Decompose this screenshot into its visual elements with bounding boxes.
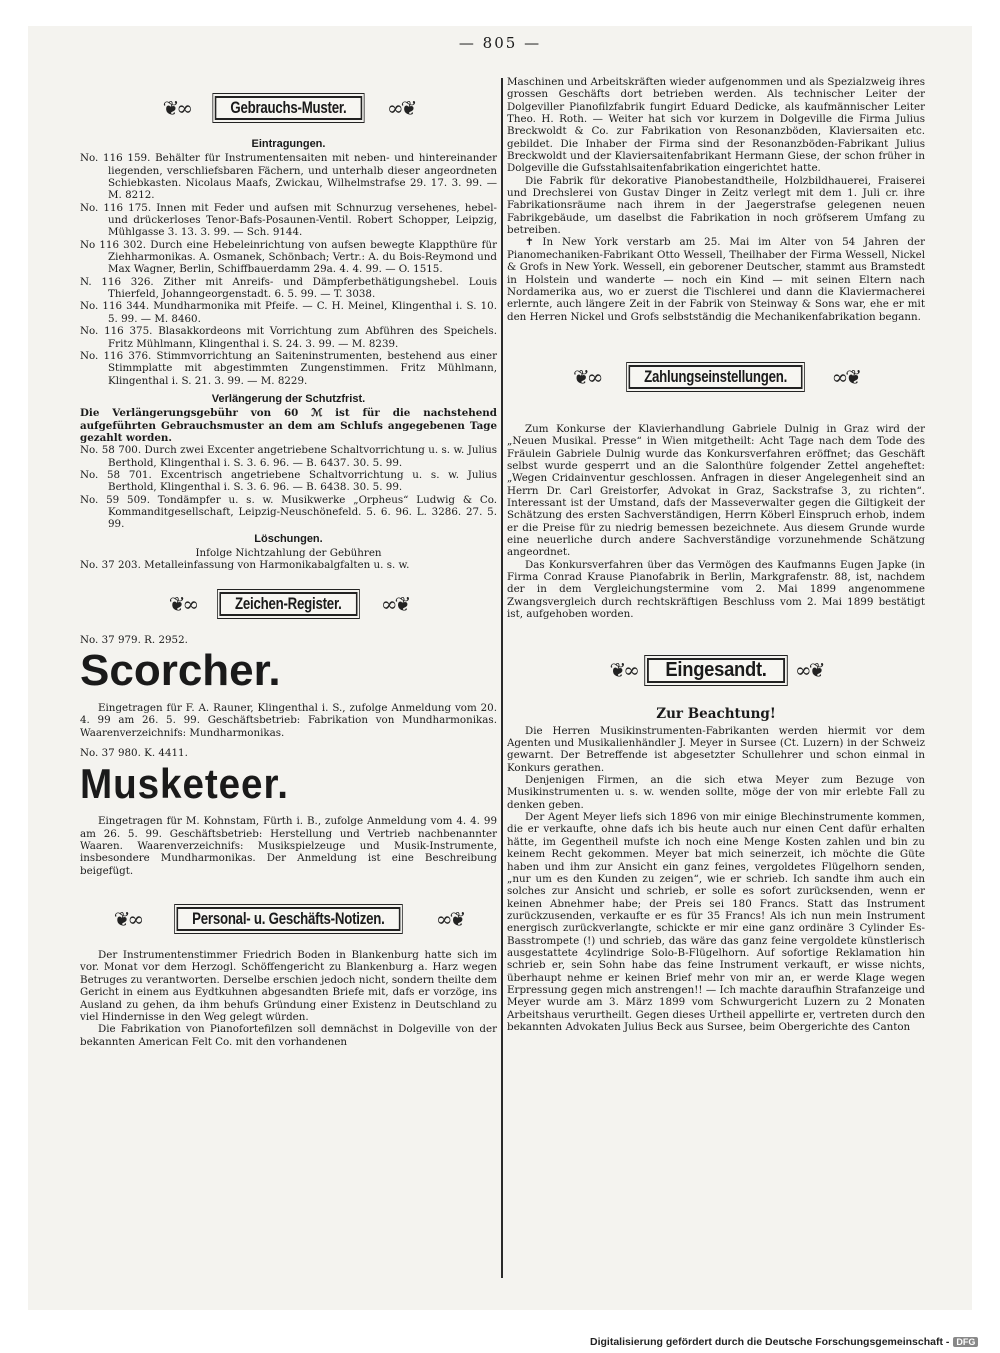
ornament-icon: ∞❦ bbox=[435, 906, 464, 931]
paragraph: Maschinen und Arbeitskräften wieder aufgenommen und als Spezialzweig ihres grossen Geschäfts dort betrieben werden. Als technischer Leiter der Dolgeviller Pianofilzfabrik fungirt Eduard Dedicke, als kaufmännischer Leiter Theo. H. Roth. — Weiter hat sich vor kurzem in Dolgeville die Firma Julius Breckwoldt & Co. zur Fabrikation von Resonanzböden, Klaviersaiten etc. gebildet. Die Inhaber der Firma sind der Resonanzböden-Fabrikant Julius Breckwoldt und der Klaviersaitenfabrikant Hermann Giese, der schon früher in Dolgeville die Gufsstahlsaitenfabrikation eingerichtet hatte. bbox=[507, 76, 925, 175]
zeichenregister-banner bbox=[80, 580, 497, 628]
paragraph: Der Agent Meyer liefs sich 1896 von mir einige Blechinstrumente kommen, die er verkaufte, ohne dafs ich bis heute auch nur einen Cent dafür erhalten hätte, im Gegentheil mufste ich noch eine Menge Kosten zahlen und bin zu keinem Recht gekommen. Meyer bat mich seinerzeit, ich möchte die Güte haben und ihm zur Ansicht ein ganz feines, vergoldetes Flügelhorn senden, „nur um es den Kunden zu zeigen“, wie er schrieb. Ich sandte ihm auch ein solches zur Ansicht und schrieb, er solle es sofort zurücksenden, wenn er keinen Abnehmer habe; der Preis sei 180 Francs. Statt das Instrument zurückzusenden, verkaufte er es für 35 Francs! Als ich nun mein Instrument energisch zurückverlangte, schickte er mir eine ganz ordinäre 3 Cylinder Es-Basstrompete (!) und schrieb, das wäre das ganz feine vergoldete künstlerisch ausgestattete 4cylindrige Solo-B-Flügelhorn. Auf sofortige Reklamation hin schrieb er, sein Sohn habe das feine Instrument verkauft, er wisse nichts, überhaupt nehme er keinen Brief mehr von mir an, er werde Klage wegen Erpressung gegen mich anstrengen!! — Ich machte daraufhin Strafanzeige und Meyer wurde am 3. März 1899 vom Schwurgericht Luzern zu 2 Monaten Arbeitshaus verurtheilt. Gegen dieses Urtheil appellirte er, vertreten durch den bekannten Advokaten Julius Beck aus Sursee, beim Obergerichte des Canton bbox=[507, 811, 925, 1033]
column-divider bbox=[501, 78, 503, 1278]
list-item: No. 37 203. Metalleinfassung von Harmonikabalgfalten u. s. w. bbox=[80, 559, 410, 572]
list-item: No. 59 509. Tondämpfer u. s. w. Musikwerke „Orpheus“ Ludwig & Co. Kommanditgesellschaft, Leipzig-Neuschönefeld. 5. 6. 96. L. 3286. 27. 5. 99. bbox=[80, 493, 497, 531]
left-column bbox=[80, 76, 497, 1313]
ornament-icon: ∞❦ bbox=[831, 364, 860, 389]
personal-notizen-banner bbox=[80, 895, 497, 943]
ornament-icon: ❦∞ bbox=[572, 364, 601, 389]
credit-text: Digitalisierung gefördert durch die Deutsche Forschungsgemeinschaft - bbox=[590, 1336, 950, 1348]
ornament-icon: ❦∞ bbox=[162, 95, 191, 120]
list-item: No. 116 375. Blasakkordeons mit Vorrichtung zum Abführen des Speichels. Fritz Mühlmann, Klingenthal i. S. 24. 3. 99. — M. 8239. bbox=[80, 325, 497, 350]
list-item: No. 58 701. Excentrisch angetriebene Schaltvorrichtung u. s. w. Julius Berthold, Klingenthal i. S. 3. 6. 96. — B. 6438. 30. 5. 99. bbox=[80, 468, 497, 494]
trademark-number: No. 37 980. K. 4411. bbox=[80, 747, 188, 760]
paragraph: Die Fabrik für dekorative Pianobestandtheile, Holzbildhauerei, Fraiserei und Drechslerei von Gustav Dinger in Zeitz verlegt mit dem 1. Juli cr. ihre Fabrikationsräume nach ihrem in der Jaegerstrafse gelegenen neuen Fabrikgebäude, um daselbst die Fabrikation in noch gröfserem Umfang zu betreiben. bbox=[507, 174, 925, 237]
list-item: No. 116 175. Innen mit Feder und aufsen mit Schnurzug versehenes, hebel- und drückerloses Tenor-Bafs-Posaunen-Ventil. Robert Schopper, Leipzig, Mühlgasse 3. 13. 3. 99. — Sch. 9144. bbox=[80, 201, 497, 239]
list-item: N. 116 326. Zither mit Anreifs- und Dämpferbethätigungshebel. Louis Thierfeld, Johanngeorgenstadt. 6. 5. 99. — T. 3038. bbox=[80, 275, 497, 301]
right-column bbox=[507, 76, 925, 1313]
trademark-number: No. 37 979. R. 2952. bbox=[80, 633, 188, 646]
subsection-title: Verlängerung der Schutzfrist. bbox=[211, 392, 366, 405]
verlaengerung-list bbox=[80, 444, 497, 530]
trademark-text: Eingetragen für F. A. Rauner, Klingenthal i. S., zufolge Anmeldung vom 20. 4. 99 am 26. 5. 99. Geschäftsbetrieb: Fabrikation von Mundharmonikas. Waarenverzeichnifs: Mundharmonikas. bbox=[80, 702, 497, 739]
paragraph: Der Instrumentenstimmer Friedrich Boden in Blankenburg hatte sich im vor. Monat vor dem Herzogl. Schöffengericht zu Blankenburg a. Harz wegen Betruges zu verantworten. Derselbe erschien jedoch nicht, sondern theilte dem Gericht in einem aus Eydtkuhnen abgesandten Briefe mit, dafs er vorzöge, ins Ausland zu gehen, da ihm behufs Gründung einer Existenz in Deutschland zu viel Hindernisse in den Weg gelegt würden. bbox=[80, 949, 497, 1023]
list-item: No. 58 700. Durch zwei Excenter angetriebene Schaltvorrichtung u. s. w. Julius Berthold, Klingenthal i. S. 3. 6. 96. — B. 6437. 30. 5. 99. bbox=[80, 444, 497, 469]
trademark-word: Musketeer. bbox=[80, 760, 289, 808]
ornament-icon: ❦∞ bbox=[609, 658, 637, 683]
section-title: Eingesandt. bbox=[647, 658, 785, 682]
paragraph: ✝ In New York verstarb am 25. Mai im Alter von 54 Jahren der Pianomechaniken-Fabrikant Otto Wessell, Theilhaber der Firma Wessell, Nickel & Grofs in New York. Wessell, ein geborener Deutscher, stammt aus Bramstedt in Holstein und wanderte — noch ein Kind — mit seinen Eltern nach Nordamerika aus, wo er zuerst die Tischlerei und dann die Klaviermacherei erlernte, auch längere Zeit in der Fabrik von Steinway & Sons war, ehe er mit den Herren Nickel und Grofs selbstständig die Mechanikenfabrikation begann. bbox=[507, 236, 925, 323]
paragraph: Zum Konkurse der Klavierhandlung Gabriele Dulnig in Graz wird der „Neuen Musikal. Presse“ in Wien mitgetheilt: Acht Tage nach dem Tode des Fräulein Gabriele Dulnig wurde das Konkursverfahren eröffnet; das Geschäft selbst wurde gesperrt und an die Salonthüre folgender Zettel angeheftet: „Wegen Cridainventur geschlossen. Anfragen in dieser Angelegenheit sind an Herrn Dr. Carl Greistorfer, Advokat in Graz, Sackstrafse 3, zu richten“. Interessant ist der Umstand, dafs der Masseverwalter gegen die Giltigkeit der Schätzung des ersten Sachverständigen, Herrn Köberl Einspruch erhob, indem er die Preise für zu niedrig bemessen bezeichnete. Aus diesem Grunde wurde eine neuerliche durch andere Sachverständige vorzunehmende Schätzung angeordnet. bbox=[507, 422, 925, 559]
list-item: No 116 302. Durch eine Hebeleinrichtung von aufsen bewegte Klappthüre für Ziehharmonikas. A. Osmanek, Schönbach; Vertr.: A. du Bois-Reymond und Max Wagner, Berlin, Schiffbauerdamm 29a. 4. 4. 99. — O. 1515. bbox=[80, 238, 497, 276]
ornament-icon: ∞❦ bbox=[380, 591, 409, 616]
paragraph: Die Herren Musikinstrumenten-Fabrikanten werden hiermit vor dem Agenten und Musikalienhändler J. Meyer in Sursee (Ct. Luzern) in der Schweiz gewarnt. Der Betreffende ist abgesetzter Schullehrer und schon einmal in Konkurs gerathen. bbox=[507, 724, 925, 774]
page-number: — 805 — bbox=[458, 34, 542, 52]
ornament-icon: ❦∞ bbox=[168, 591, 197, 616]
list-item: No. 116 376. Stimmvorrichtung an Saiteninstrumenten, bestehend aus einer Stimmplatte mit abgestimmten Zungenstimmen. Fritz Mühlmann, Klingenthal i. S. 21. 3. 99. — M. 8229. bbox=[80, 349, 497, 387]
paragraph: Das Konkursverfahren über das Vermögen des Kaufmanns Eugen Japke (in Firma Conrad Krause Pianofabrik in Berlin, Markgrafenstr. 88, ist, nachdem der in dem Vergleichungstermine vom 2. Mai 1899 angenommene Zwangsvergleich durch rechtskräftigen Beschluss vom 2. Mai 1899 bestätigt ist, aufgehoben worden. bbox=[507, 558, 925, 621]
section-title: Gebrauchs-Muster. bbox=[215, 96, 362, 120]
paragraph: Denjenigen Firmen, an die sich etwa Meyer zum Bezuge von Musikinstrumenten u. s. w. wenden sollte, möge der von mir erlebte Fall zu denken geben. bbox=[507, 774, 925, 811]
ornament-icon: ❦∞ bbox=[113, 906, 142, 931]
intro-paragraph: Die Verlängerungsgebühr von 60 ℳ ist für die nachstehend aufgeführten Gebrauchsmuster an dem am Schlufs angegebenen Tage gezahlt worden. bbox=[80, 407, 497, 444]
eintragungen-list bbox=[80, 152, 497, 387]
subsection-title: Eintragungen. bbox=[251, 138, 326, 150]
trademark-text: Eingetragen für M. Kohnstam, Fürth i. B., zufolge Anmeldung vom 4. 4. 99 am 26. 5. 99. Geschäftsbetrieb: Herstellung und Vertrieb nachbenannter Waaren. Waarenverzeichnifs: Musikspielzeuge und Musik-Instrumente, insbesondere Mundharmonikas. Der Anmeldung ist eine Beschreibung beigefügt. bbox=[80, 815, 497, 877]
digitization-credit bbox=[590, 1336, 990, 1348]
subsection-title: Löschungen. bbox=[254, 532, 323, 545]
section-title: Zahlungseinstellungen. bbox=[629, 365, 803, 389]
dfg-logo: DFG bbox=[953, 1337, 978, 1347]
eingesandt-banner bbox=[507, 646, 925, 694]
ornament-icon: ∞❦ bbox=[795, 658, 823, 683]
section-title: Zeichen-Register. bbox=[220, 592, 358, 616]
list-item: No. 116 159. Behälter für Instrumentensaiten mit neben- und hintereinander liegenden, verschliefsbaren Fächern, und unterhalb dieser angeordneten Schiebkasten. Nicolaus Maafs, Zwickau, Wilhelmstrafse 29. 17. 3. 99. — M. 8212. bbox=[80, 152, 497, 202]
gebrauchsmuster-banner bbox=[80, 84, 497, 132]
article-title: Zur Beachtung! bbox=[656, 706, 776, 723]
list-item: No. 116 344. Mundharmonika mit Pfeife. — C. H. Meinel, Klingenthal i. S. 10. 5. 99. — M. 8460. bbox=[80, 300, 497, 325]
ornament-icon: ∞❦ bbox=[386, 95, 415, 120]
paragraph: Die Fabrikation von Pianofortefilzen soll demnächst in Dolgeville von der bekannten American Felt Co. mit den vorhandenen bbox=[80, 1023, 497, 1048]
trademark-word: Scorcher. bbox=[80, 646, 281, 696]
zahlungseinstellungen-banner bbox=[507, 353, 925, 401]
subsection-note: Infolge Nichtzahlung der Gebühren bbox=[195, 547, 382, 559]
section-title: Personal- u. Geschäfts-Notizen. bbox=[177, 907, 401, 931]
